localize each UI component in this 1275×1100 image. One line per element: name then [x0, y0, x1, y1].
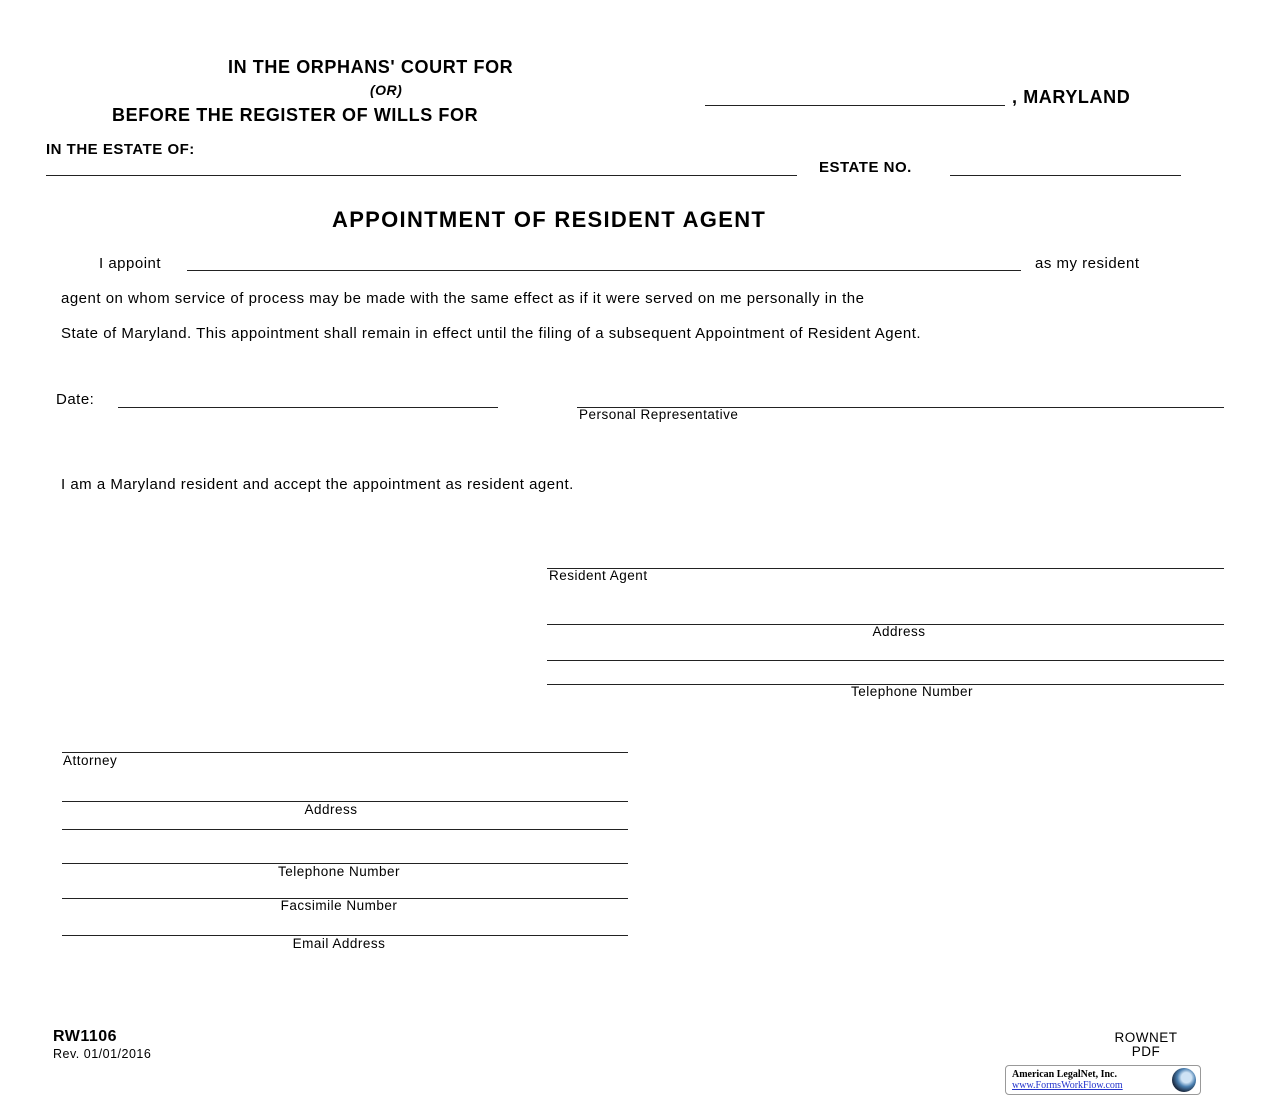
register-heading: BEFORE THE REGISTER OF WILLS FOR: [112, 105, 479, 125]
or-text: (OR): [370, 82, 403, 98]
court-heading: IN THE ORPHANS' COURT FOR: [228, 57, 514, 77]
estate-name-line[interactable]: [46, 175, 797, 176]
body-line-2: agent on whom service of process may be made with the same effect as if it were served on me personally in the: [61, 290, 865, 307]
american-legalnet-logo[interactable]: [1005, 1065, 1201, 1095]
rownet-label: ROWNET: [1114, 1030, 1178, 1045]
county-field-line[interactable]: [705, 105, 1005, 106]
body-line-3: State of Maryland. This appointment shall remain in effect until the filing of a subsequent Appointment of Resident Agent.: [61, 325, 922, 342]
revision-date: Rev. 01/01/2016: [53, 1047, 152, 1061]
maryland-label: , MARYLAND: [1012, 87, 1131, 107]
estate-of-label: IN THE ESTATE OF:: [46, 141, 195, 158]
date-label: Date:: [56, 391, 95, 408]
resident-agent-address-label: Address: [872, 624, 926, 639]
page-title: APPOINTMENT OF RESIDENT AGENT: [332, 207, 767, 232]
attorney-email-label: Email Address: [292, 936, 386, 951]
resident-agent-telephone-label: Telephone Number: [850, 684, 974, 699]
personal-rep-label: Personal Representative: [579, 407, 739, 422]
estate-no-label: ESTATE NO.: [819, 159, 912, 176]
attorney-fax-label: Facsimile Number: [280, 898, 398, 913]
resident-agent-signature-line[interactable]: [547, 568, 1224, 569]
attorney-label: Attorney: [63, 753, 118, 768]
appointee-name-line[interactable]: [187, 270, 1021, 271]
attorney-signature-line[interactable]: [62, 752, 628, 753]
attorney-address-label: Address: [304, 802, 358, 817]
resident-agent-label: Resident Agent: [549, 568, 648, 583]
resident-agent-address-line-2[interactable]: [547, 660, 1224, 661]
estate-no-line[interactable]: [950, 175, 1181, 176]
pdf-label: PDF: [1131, 1044, 1161, 1059]
attorney-address-line-2[interactable]: [62, 829, 628, 830]
logo-company: American LegalNet, Inc.: [1012, 1069, 1117, 1080]
form-id: RW1106: [53, 1028, 118, 1045]
appoint-prefix: I appoint: [99, 255, 162, 272]
date-line[interactable]: [118, 407, 498, 408]
globe-icon: [1172, 1068, 1196, 1092]
logo-url-link[interactable]: www.FormsWorkFlow.com: [1012, 1080, 1123, 1091]
acceptance-statement: I am a Maryland resident and accept the appointment as resident agent.: [61, 476, 574, 493]
attorney-telephone-label: Telephone Number: [277, 864, 401, 879]
appoint-suffix: as my resident: [1035, 255, 1140, 272]
